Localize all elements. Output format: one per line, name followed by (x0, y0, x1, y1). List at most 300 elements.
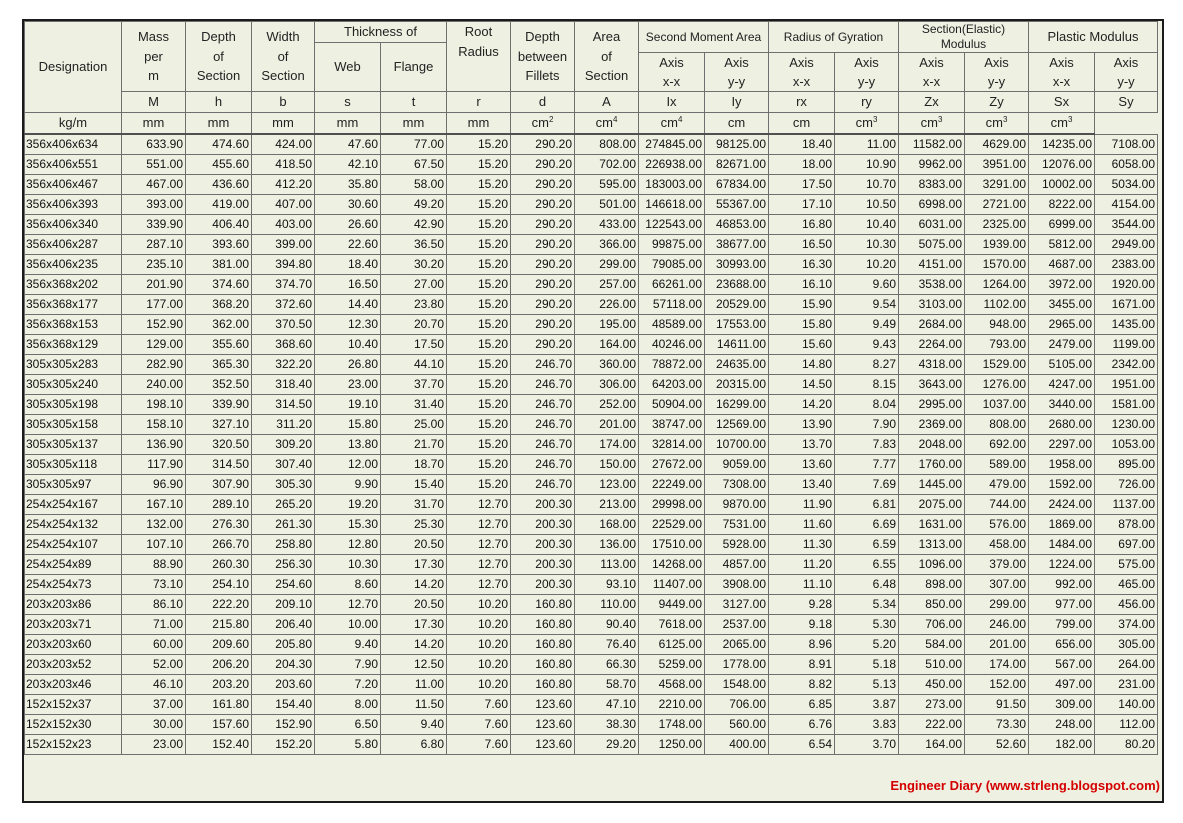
value-cell: 2965.00 (1029, 315, 1095, 335)
value-cell: 164.00 (899, 735, 965, 755)
value-cell: 90.40 (575, 615, 639, 635)
value-cell: 10.30 (315, 555, 381, 575)
value-cell: 4151.00 (899, 255, 965, 275)
value-cell: 726.00 (1095, 475, 1158, 495)
value-cell: 501.00 (575, 195, 639, 215)
value-cell: 299.00 (965, 595, 1029, 615)
value-cell: 403.00 (252, 215, 315, 235)
table-row (25, 375, 1158, 395)
value-cell: 160.80 (511, 655, 575, 675)
value-cell: 309.00 (1029, 695, 1095, 715)
table-body (25, 134, 1158, 755)
table-row (25, 655, 1158, 675)
value-cell: 850.00 (899, 595, 965, 615)
value-cell: 12.70 (447, 515, 511, 535)
symbol-cell: s (315, 92, 381, 113)
value-cell: 1529.00 (965, 355, 1029, 375)
symbol-cell: Iy (705, 92, 769, 113)
value-cell: 57118.00 (639, 295, 705, 315)
value-cell: 183003.00 (639, 175, 705, 195)
value-cell: 17.30 (381, 555, 447, 575)
value-cell: 22.60 (315, 235, 381, 255)
value-cell: 290.20 (511, 275, 575, 295)
value-cell: 15.20 (447, 275, 511, 295)
value-cell: 123.60 (511, 715, 575, 735)
value-cell: 15.20 (447, 335, 511, 355)
table-row (25, 495, 1158, 515)
value-cell: 3.83 (835, 715, 899, 735)
value-cell: 60.00 (122, 635, 186, 655)
value-cell: 2479.00 (1029, 335, 1095, 355)
value-cell: 222.00 (899, 715, 965, 735)
symbol-cell: Sy (1095, 92, 1158, 113)
value-cell: 203.60 (252, 675, 315, 695)
value-cell: 27.00 (381, 275, 447, 295)
value-cell: 246.70 (511, 415, 575, 435)
value-cell: 213.00 (575, 495, 639, 515)
value-cell: 50904.00 (639, 395, 705, 415)
header-axis-iy: Axis y-y (705, 53, 769, 92)
value-cell: 9.54 (835, 295, 899, 315)
designation-cell: 356x368x129 (25, 335, 122, 355)
steel-section-table (24, 21, 1158, 755)
value-cell: 497.00 (1029, 675, 1095, 695)
value-cell: 18.00 (769, 155, 835, 175)
unit-cell: cm (769, 113, 835, 135)
unit-cell: kg/m (25, 113, 122, 135)
designation-cell: 305x305x137 (25, 435, 122, 455)
value-cell: 15.20 (447, 215, 511, 235)
designation-cell: 254x254x132 (25, 515, 122, 535)
symbol-cell: r (447, 92, 511, 113)
value-cell: 24635.00 (705, 355, 769, 375)
value-cell: 368.20 (186, 295, 252, 315)
value-cell: 12.00 (315, 455, 381, 475)
unit-cell: mm (252, 113, 315, 135)
value-cell: 10.20 (447, 655, 511, 675)
table-row (25, 475, 1158, 495)
value-cell: 977.00 (1029, 595, 1095, 615)
designation-cell: 254x254x107 (25, 535, 122, 555)
value-cell: 66.30 (575, 655, 639, 675)
value-cell: 4154.00 (1095, 195, 1158, 215)
value-cell: 10.90 (835, 155, 899, 175)
value-cell: 1951.00 (1095, 375, 1158, 395)
value-cell: 12569.00 (705, 415, 769, 435)
value-cell: 6.76 (769, 715, 835, 735)
value-cell: 38677.00 (705, 235, 769, 255)
value-cell: 42.90 (381, 215, 447, 235)
value-cell: 254.60 (252, 575, 315, 595)
designation-cell: 356x368x153 (25, 315, 122, 335)
value-cell: 174.00 (965, 655, 1029, 675)
value-cell: 16.30 (769, 255, 835, 275)
value-cell: 52.00 (122, 655, 186, 675)
value-cell: 314.50 (252, 395, 315, 415)
value-cell: 113.00 (575, 555, 639, 575)
value-cell: 6.48 (835, 575, 899, 595)
section-table-frame (22, 19, 1164, 803)
value-cell: 992.00 (1029, 575, 1095, 595)
designation-cell: 305x305x240 (25, 375, 122, 395)
value-cell: 2537.00 (705, 615, 769, 635)
value-cell: 6031.00 (899, 215, 965, 235)
value-cell: 15.20 (447, 375, 511, 395)
table-row (25, 715, 1158, 735)
table-row (25, 175, 1158, 195)
value-cell: 9059.00 (705, 455, 769, 475)
value-cell: 633.90 (122, 134, 186, 155)
value-cell: 11.00 (381, 675, 447, 695)
designation-cell: 356x406x393 (25, 195, 122, 215)
unit-cell: $cm^4$ (639, 113, 705, 135)
value-cell: 2210.00 (639, 695, 705, 715)
symbol-cell: Zx (899, 92, 965, 113)
value-cell: 362.00 (186, 315, 252, 335)
value-cell: 309.20 (252, 435, 315, 455)
value-cell: 37.70 (381, 375, 447, 395)
value-cell: 265.20 (252, 495, 315, 515)
value-cell: 11.30 (769, 535, 835, 555)
value-cell: 1748.00 (639, 715, 705, 735)
designation-cell: 152x152x23 (25, 735, 122, 755)
value-cell: 264.00 (1095, 655, 1158, 675)
value-cell: 123.60 (511, 695, 575, 715)
value-cell: 7.60 (447, 695, 511, 715)
value-cell: 282.90 (122, 355, 186, 375)
value-cell: 206.40 (252, 615, 315, 635)
value-cell: 12.30 (315, 315, 381, 335)
value-cell: 10.20 (447, 635, 511, 655)
value-cell: 200.30 (511, 495, 575, 515)
value-cell: 458.00 (965, 535, 1029, 555)
table-row (25, 735, 1158, 755)
table-header (25, 22, 1158, 135)
value-cell: 290.20 (511, 175, 575, 195)
value-cell: 418.50 (252, 155, 315, 175)
value-cell: 160.80 (511, 635, 575, 655)
value-cell: 2995.00 (899, 395, 965, 415)
value-cell: 15.20 (447, 395, 511, 415)
value-cell: 299.00 (575, 255, 639, 275)
value-cell: 551.00 (122, 155, 186, 175)
value-cell: 42.10 (315, 155, 381, 175)
designation-cell: 203x203x52 (25, 655, 122, 675)
value-cell: 240.00 (122, 375, 186, 395)
value-cell: 433.00 (575, 215, 639, 235)
designation-cell: 152x152x30 (25, 715, 122, 735)
value-cell: 1096.00 (899, 555, 965, 575)
value-cell: 257.00 (575, 275, 639, 295)
value-cell: 7.90 (315, 655, 381, 675)
unit-cell: mm (122, 113, 186, 135)
value-cell: 12.80 (315, 535, 381, 555)
value-cell: 260.30 (186, 555, 252, 575)
value-cell: 17.10 (769, 195, 835, 215)
table-row (25, 215, 1158, 235)
value-cell: 204.30 (252, 655, 315, 675)
value-cell: 2325.00 (965, 215, 1029, 235)
value-cell: 235.10 (122, 255, 186, 275)
value-cell: 77.00 (381, 134, 447, 155)
value-cell: 379.00 (965, 555, 1029, 575)
value-cell: 49.20 (381, 195, 447, 215)
value-cell: 38747.00 (639, 415, 705, 435)
value-cell: 157.60 (186, 715, 252, 735)
header-unit-row (25, 113, 1158, 135)
value-cell: 14.20 (381, 575, 447, 595)
value-cell: 16.80 (769, 215, 835, 235)
value-cell: 67834.00 (705, 175, 769, 195)
header-axis-sx: Axis x-x (1029, 53, 1095, 92)
value-cell: 7.69 (835, 475, 899, 495)
value-cell: 152.00 (965, 675, 1029, 695)
designation-cell: 152x152x37 (25, 695, 122, 715)
symbol-cell: t (381, 92, 447, 113)
value-cell: 799.00 (1029, 615, 1095, 635)
value-cell: 365.30 (186, 355, 252, 375)
header-axis-zy: Axis y-y (965, 53, 1029, 92)
value-cell: 10700.00 (705, 435, 769, 455)
value-cell: 10.40 (315, 335, 381, 355)
value-cell: 5.30 (835, 615, 899, 635)
header-axis-zx: Axis x-x (899, 53, 965, 92)
value-cell: 3951.00 (965, 155, 1029, 175)
value-cell: 246.00 (965, 615, 1029, 635)
designation-cell: 305x305x283 (25, 355, 122, 375)
value-cell: 1435.00 (1095, 315, 1158, 335)
value-cell: 10.50 (835, 195, 899, 215)
value-cell: 7.83 (835, 435, 899, 455)
value-cell: 123.00 (575, 475, 639, 495)
value-cell: 8.91 (769, 655, 835, 675)
value-cell: 7.77 (835, 455, 899, 475)
value-cell: 91.50 (965, 695, 1029, 715)
value-cell: 46853.00 (705, 215, 769, 235)
value-cell: 174.00 (575, 435, 639, 455)
value-cell: 11.60 (769, 515, 835, 535)
value-cell: 1581.00 (1095, 395, 1158, 415)
value-cell: 248.00 (1029, 715, 1095, 735)
value-cell: 46.10 (122, 675, 186, 695)
value-cell: 419.00 (186, 195, 252, 215)
value-cell: 19.10 (315, 395, 381, 415)
value-cell: 9.90 (315, 475, 381, 495)
value-cell: 374.70 (252, 275, 315, 295)
value-cell: 30.00 (122, 715, 186, 735)
value-cell: 15.20 (447, 255, 511, 275)
value-cell: 15.20 (447, 235, 511, 255)
value-cell: 6999.00 (1029, 215, 1095, 235)
value-cell: 1250.00 (639, 735, 705, 755)
value-cell: 31.70 (381, 495, 447, 515)
value-cell: 17.50 (381, 335, 447, 355)
value-cell: 16.10 (769, 275, 835, 295)
value-cell: 18.40 (315, 255, 381, 275)
value-cell: 4318.00 (899, 355, 965, 375)
value-cell: 6.54 (769, 735, 835, 755)
value-cell: 10.00 (315, 615, 381, 635)
value-cell: 201.00 (965, 635, 1029, 655)
value-cell: 152.20 (252, 735, 315, 755)
header-depth-between-fillets: Depth between Fillets (511, 22, 575, 92)
value-cell: 7108.00 (1095, 134, 1158, 155)
value-cell: 7.60 (447, 715, 511, 735)
value-cell: 7.90 (835, 415, 899, 435)
value-cell: 9870.00 (705, 495, 769, 515)
value-cell: 9.18 (769, 615, 835, 635)
value-cell: 25.30 (381, 515, 447, 535)
value-cell: 706.00 (705, 695, 769, 715)
table-row (25, 675, 1158, 695)
symbol-cell: Sx (1029, 92, 1095, 113)
value-cell: 15.80 (769, 315, 835, 335)
value-cell: 22529.00 (639, 515, 705, 535)
value-cell: 31.40 (381, 395, 447, 415)
value-cell: 2721.00 (965, 195, 1029, 215)
value-cell: 258.80 (252, 535, 315, 555)
value-cell: 195.00 (575, 315, 639, 335)
value-cell: 3643.00 (899, 375, 965, 395)
value-cell: 6998.00 (899, 195, 965, 215)
value-cell: 1224.00 (1029, 555, 1095, 575)
value-cell: 584.00 (899, 635, 965, 655)
header-web: Web (315, 43, 381, 92)
value-cell: 9449.00 (639, 595, 705, 615)
value-cell: 6125.00 (639, 635, 705, 655)
unit-cell: $cm^3$ (1029, 113, 1095, 135)
value-cell: 22249.00 (639, 475, 705, 495)
table-row (25, 315, 1158, 335)
value-cell: 1570.00 (965, 255, 1029, 275)
header-root-radius: Root Radius (447, 22, 511, 92)
value-cell: 152.40 (186, 735, 252, 755)
table-row (25, 134, 1158, 155)
value-cell: 274845.00 (639, 134, 705, 155)
table-row (25, 615, 1158, 635)
value-cell: 23688.00 (705, 275, 769, 295)
value-cell: 465.00 (1095, 575, 1158, 595)
value-cell: 200.30 (511, 535, 575, 555)
value-cell: 1137.00 (1095, 495, 1158, 515)
value-cell: 13.70 (769, 435, 835, 455)
value-cell: 136.90 (122, 435, 186, 455)
table-row (25, 355, 1158, 375)
designation-cell: 305x305x97 (25, 475, 122, 495)
header-designation: Designation (25, 22, 122, 113)
symbol-cell: A (575, 92, 639, 113)
value-cell: 895.00 (1095, 455, 1158, 475)
value-cell: 160.80 (511, 615, 575, 635)
unit-cell: $cm^3$ (899, 113, 965, 135)
value-cell: 168.00 (575, 515, 639, 535)
value-cell: 697.00 (1095, 535, 1158, 555)
value-cell: 158.10 (122, 415, 186, 435)
value-cell: 254.10 (186, 575, 252, 595)
value-cell: 47.60 (315, 134, 381, 155)
value-cell: 205.80 (252, 635, 315, 655)
value-cell: 510.00 (899, 655, 965, 675)
header-section-elastic-modulus: Section(Elastic) Modulus (899, 22, 1029, 53)
value-cell: 48589.00 (639, 315, 705, 335)
value-cell: 5034.00 (1095, 175, 1158, 195)
value-cell: 5.20 (835, 635, 899, 655)
value-cell: 2065.00 (705, 635, 769, 655)
designation-cell: 203x203x71 (25, 615, 122, 635)
value-cell: 394.80 (252, 255, 315, 275)
table-row (25, 695, 1158, 715)
value-cell: 18.70 (381, 455, 447, 475)
value-cell: 17.50 (769, 175, 835, 195)
value-cell: 1869.00 (1029, 515, 1095, 535)
value-cell: 10.70 (835, 175, 899, 195)
value-cell: 436.60 (186, 175, 252, 195)
value-cell: 12.70 (447, 555, 511, 575)
value-cell: 2342.00 (1095, 355, 1158, 375)
value-cell: 71.00 (122, 615, 186, 635)
value-cell: 400.00 (705, 735, 769, 755)
value-cell: 1230.00 (1095, 415, 1158, 435)
value-cell: 948.00 (965, 315, 1029, 335)
table-row (25, 515, 1158, 535)
value-cell: 305.00 (1095, 635, 1158, 655)
value-cell: 132.00 (122, 515, 186, 535)
value-cell: 261.30 (252, 515, 315, 535)
value-cell: 80.20 (1095, 735, 1158, 755)
value-cell: 327.10 (186, 415, 252, 435)
value-cell: 5105.00 (1029, 355, 1095, 375)
value-cell: 307.00 (965, 575, 1029, 595)
value-cell: 290.20 (511, 215, 575, 235)
value-cell: 150.00 (575, 455, 639, 475)
header-mass: Mass per m (122, 22, 186, 92)
symbol-cell: M (122, 92, 186, 113)
designation-cell: 356x368x202 (25, 275, 122, 295)
value-cell: 11582.00 (899, 134, 965, 155)
designation-cell: 254x254x167 (25, 495, 122, 515)
value-cell: 15.80 (315, 415, 381, 435)
designation-cell: 305x305x158 (25, 415, 122, 435)
table-row (25, 335, 1158, 355)
value-cell: 352.50 (186, 375, 252, 395)
value-cell: 374.00 (1095, 615, 1158, 635)
value-cell: 7.60 (447, 735, 511, 755)
value-cell: 393.60 (186, 235, 252, 255)
value-cell: 29.20 (575, 735, 639, 755)
value-cell: 595.00 (575, 175, 639, 195)
value-cell: 122543.00 (639, 215, 705, 235)
table-row (25, 275, 1158, 295)
value-cell: 140.00 (1095, 695, 1158, 715)
value-cell: 290.20 (511, 195, 575, 215)
value-cell: 5259.00 (639, 655, 705, 675)
value-cell: 3103.00 (899, 295, 965, 315)
header-radius-of-gyration: Radius of Gyration (769, 22, 899, 53)
value-cell: 14.80 (769, 355, 835, 375)
value-cell: 17.30 (381, 615, 447, 635)
value-cell: 123.60 (511, 735, 575, 755)
value-cell: 29998.00 (639, 495, 705, 515)
value-cell: 3455.00 (1029, 295, 1095, 315)
value-cell: 12.70 (447, 575, 511, 595)
value-cell: 1102.00 (965, 295, 1029, 315)
value-cell: 412.20 (252, 175, 315, 195)
value-cell: 246.70 (511, 455, 575, 475)
value-cell: 30993.00 (705, 255, 769, 275)
header-area-of-section: Area of Section (575, 22, 639, 92)
value-cell: 1760.00 (899, 455, 965, 475)
header-axis-sy: Axis y-y (1095, 53, 1158, 92)
